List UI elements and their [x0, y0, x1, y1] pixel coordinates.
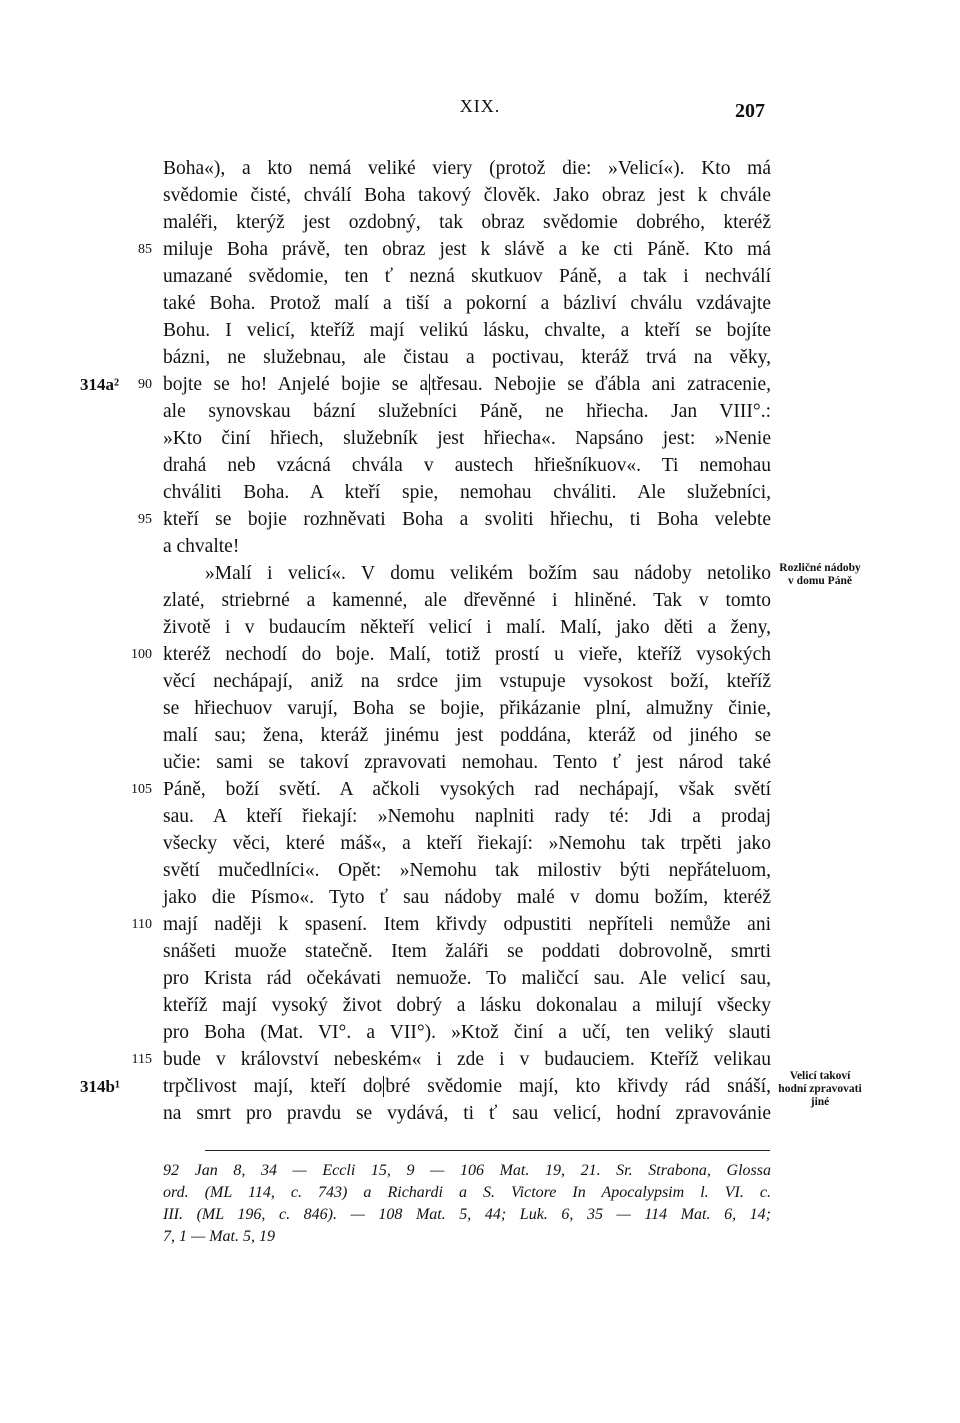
text-line: pro Krista rád očekávati nemuože. To maličcí sau. Ale velicí sau, [163, 968, 771, 989]
text-line: drahá neb vzácná chvála v austech hřiešníkuov«. Ti nemohau [163, 455, 771, 476]
text-segment: trpčlivost mají, kteří do [163, 1076, 383, 1097]
text-line [163, 371, 771, 398]
margin-note [770, 562, 870, 588]
text-line: světí mučedlníci«. Opět: »Nemohu tak milostiv býti nepřáteluom, [163, 860, 771, 881]
line-number: 110 [131, 917, 152, 932]
text-segment: třesau. Nebojie se ďábla ani zatracenie, [431, 374, 771, 395]
text-line: bude v království nebeském« i zde i v budauciem. Kteříž velikau [163, 1049, 771, 1070]
text-line [163, 1073, 771, 1100]
text-line: bázni, ne služebnau, ale čistau a poctivau, kteráž trvá na věky, [163, 347, 771, 368]
text-line: Bohu. I velicí, kteříž mají velikú lásku, chvalte, a kteří se bojíte [163, 320, 771, 341]
footnote-line: 92 Jan 8, 34 — Eccli 15, 9 — 106 Mat. 19, 21. Sr. Strabona, Glossa [163, 1162, 771, 1179]
text-segment: bré svědomie mají, kto křivdy rád snáší, [385, 1076, 771, 1097]
footnote-line: 7, 1 — Mat. 5, 19 [163, 1228, 275, 1245]
text-line: snášeti muože statečně. Item žaláři se poddati dobrovolně, smrti [163, 941, 771, 962]
text-line: ale synovskau bázní služebníci Páně, ne hřiecha. Jan VIII°.: [163, 401, 771, 422]
line-number: 105 [131, 782, 152, 797]
text-line: sau. A kteří řiekají: »Nemohu naplniti rady té: Jdi a prodaj [163, 806, 771, 827]
text-line: kteréž nechodí do boje. Malí, totiž prostí u vieře, kteříž vysokých [163, 644, 771, 665]
text-segment: bojte se ho! Anjelé bojie se a [163, 374, 429, 395]
text-line: miluje Boha právě, ten obraz jest k slávě a ke cti Páně. Kto má [163, 239, 771, 260]
page-number: 207 [735, 100, 765, 122]
line-number: 115 [131, 1052, 152, 1067]
text-line: Páně, boží světí. A ačkoli vysokých rad nechápají, však světí [163, 779, 771, 800]
text-line: na smrt pro pravdu se vydává, ti ť sau velicí, hodní zpravovánie [163, 1103, 771, 1124]
text-line: umazané svědomie, ten ť nezná skutkuov Páně, a tak i nechválí [163, 266, 771, 287]
margin-note-line: Rozličné nádoby [779, 562, 861, 574]
line-number: 95 [138, 512, 152, 527]
text-line: pro Boha (Mat. VI°. a VII°). »Ktož činí a učí, ten veliký slauti [163, 1022, 771, 1043]
text-line: se hřiechuov varují, Boha se bojie, přikázanie plní, almužny činie, [163, 698, 771, 719]
chapter-heading: XIX. [459, 96, 501, 116]
text-line: maléři, kterýž jest ozdobný, tak obraz svědomie dobrého, kteréž [163, 212, 771, 233]
margin-note-line: hodní zpravovati [778, 1083, 862, 1095]
text-line: všecky věci, které máš«, a kteří řiekají: »Nemohu tak trpěti jako [163, 833, 771, 854]
line-number: 100 [131, 647, 152, 662]
text-line: zlaté, striebrné a kamenné, ale dřevěnné i hliněné. Tak v tomto [163, 590, 771, 611]
text-line: mají naději k spasení. Item křivdy odpustiti nepříteli nemůže ani [163, 914, 771, 935]
text-line: také Boha. Protož malí a tiší a pokorní a bázliví chválu vzdávajte [163, 293, 771, 314]
margin-note-line: v domu Páně [788, 575, 852, 587]
text-line: jako die Písmo«. Tyto ť sau nádoby malé v domu božím, kteréž [163, 887, 771, 908]
text-line: kteříž mají vysoký život dobrý a lásku dokonalau a milují všecky [163, 995, 771, 1016]
text-line: »Malí i velicí«. V domu velikém božím sau nádoby netoliko [205, 563, 771, 584]
footnote-line: III. (ML 196, c. 846). — 108 Mat. 5, 44; Luk. 6, 35 — 114 Mat. 6, 14; [163, 1206, 771, 1223]
text-line: Boha«), a kto nemá veliké viery (protož die: »Velicí«). Kto má [163, 158, 771, 179]
margin-note [770, 1070, 870, 1109]
line-number: 90 [138, 377, 152, 392]
text-line: malí sau; žena, kteráž jinému jest poddána, kteráž od jiného se [163, 725, 771, 746]
folio-mark: 314b¹ [80, 1077, 121, 1096]
text-line: věcí nechápají, aniž na srdce jim vstupuje vysokost boží, kteříž [163, 671, 771, 692]
text-line: svědomie čisté, chválí Boha takový člověk. Jako obraz jest k chvále [163, 185, 771, 206]
text-line: chváliti Boha. A kteří spie, nemohau chváliti. Ale služebníci, [163, 482, 771, 503]
footnote-divider [205, 1150, 770, 1151]
margin-note-line: Velicí takoví [789, 1070, 851, 1082]
line-number: 85 [138, 242, 152, 257]
text-line: »Kto činí hřiech, služebník jest hřiecha«. Napsáno jest: »Nenie [163, 428, 771, 449]
text-line: a chvalte! [163, 536, 240, 557]
text-line: životě i v budaucím někteří velicí i malí. Malí, jako děti a ženy, [163, 617, 771, 638]
text-line: kteří se bojie rozhněvati Boha a svoliti hřiechu, ti Boha velebte [163, 509, 771, 530]
text-line: učie: sami se takoví zpravovati nemohau. Tento ť jest národ také [163, 752, 771, 773]
folio-mark: 314a² [80, 375, 120, 394]
margin-note-line: jiné [810, 1096, 830, 1108]
footnote-line: ord. (ML 114, c. 743) a Richardi a S. Victore In Apocalypsim l. VI. c. [163, 1184, 771, 1201]
